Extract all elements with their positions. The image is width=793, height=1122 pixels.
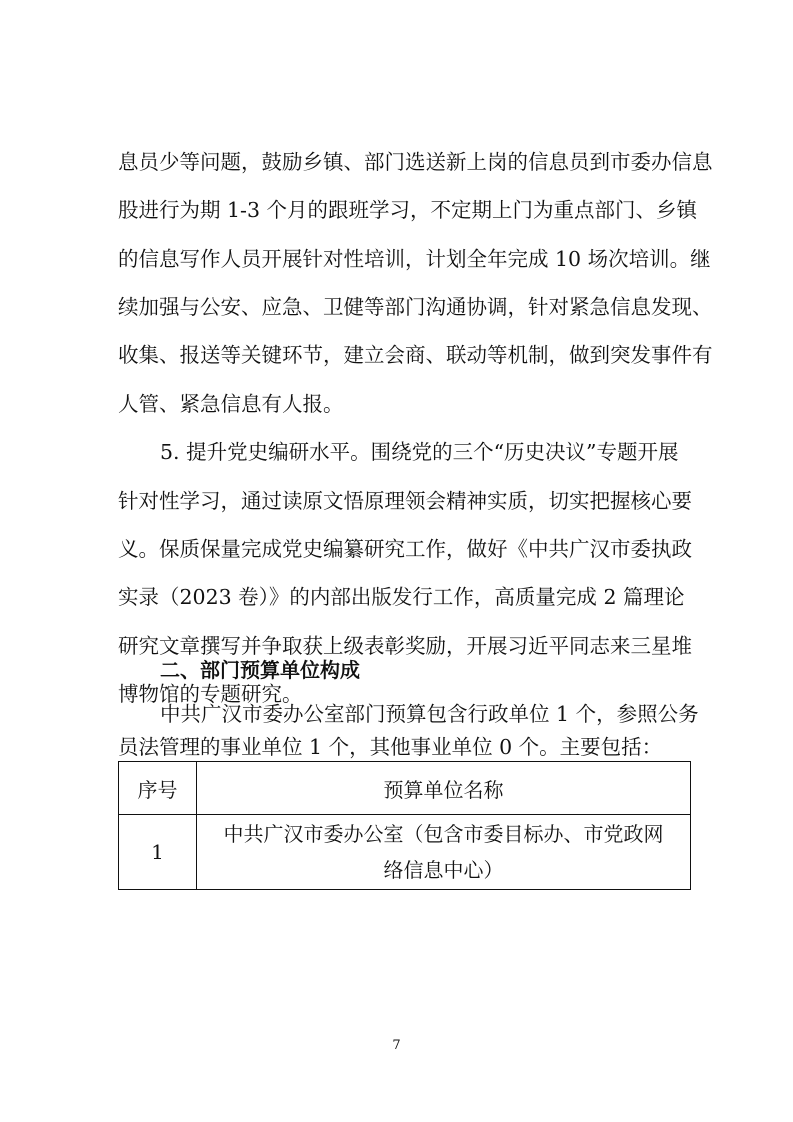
- paragraph-2-line-5: 研究文章撰写并争取获上级表彰奖励，开展习近平同志来三星堆: [118, 634, 692, 658]
- budget-unit-table: [118, 761, 691, 890]
- paragraph-3-line-2: 员法管理的事业单位 1 个，其他事业单位 0 个。主要包括：: [118, 735, 663, 759]
- row-serial-number: 1: [119, 815, 197, 890]
- row-unit-name: [197, 815, 691, 890]
- paragraph-2-line-1: 5. 提升党史编研水平。围绕党的三个“历史决议”专题开展: [160, 440, 679, 464]
- header-unit-name: 预算单位名称: [197, 762, 691, 815]
- page-number: 7: [392, 1038, 401, 1053]
- header-serial-number: 序号: [119, 762, 197, 815]
- paragraph-2-line-2: 针对性学习，通过读原文悟原理领会精神实质，切实把握核心要: [118, 489, 692, 513]
- paragraph-1-line-2: 股进行为期 1-3 个月的跟班学习，不定期上门为重点部门、乡镇: [118, 198, 698, 222]
- paragraph-3-line-1: 中共广汉市委办公室部门预算包含行政单位 1 个，参照公务: [160, 702, 699, 726]
- paragraph-1-line-4: 续加强与公安、应急、卫健等部门沟通协调，针对紧急信息发现、: [118, 295, 713, 319]
- paragraph-1-line-1: 息员少等问题，鼓励乡镇、部门选送新上岗的信息员到市委办信息: [118, 150, 713, 174]
- table-row: [119, 815, 691, 890]
- paragraph-2-line-3: 义。保质保量完成党史编纂研究工作，做好《中共广汉市委执政: [118, 537, 692, 561]
- paragraph-1-line-3: 的信息写作人员开展针对性培训，计划全年完成 10 场次培训。继: [118, 247, 711, 271]
- row-unit-name-line-1: 中共广汉市委办公室（包含市委目标办、市党政网: [223, 822, 664, 846]
- row-unit-name-line-2: 络信息中心）: [383, 858, 504, 882]
- section-heading: 二、部门预算单位构成: [160, 658, 360, 682]
- paragraph-1-line-5: 收集、报送等关键环节，建立会商、联动等机制，做到突发事件有: [118, 343, 713, 367]
- paragraph-1-line-6: 人管、紧急信息有人报。: [118, 392, 344, 416]
- table-header-row: [119, 762, 691, 815]
- paragraph-2-line-6: 博物馆的专题研究。: [118, 682, 303, 706]
- paragraph-2-line-4: 实录（2023 卷）》的内部出版发行工作，高质量完成 2 篇理论: [118, 585, 685, 609]
